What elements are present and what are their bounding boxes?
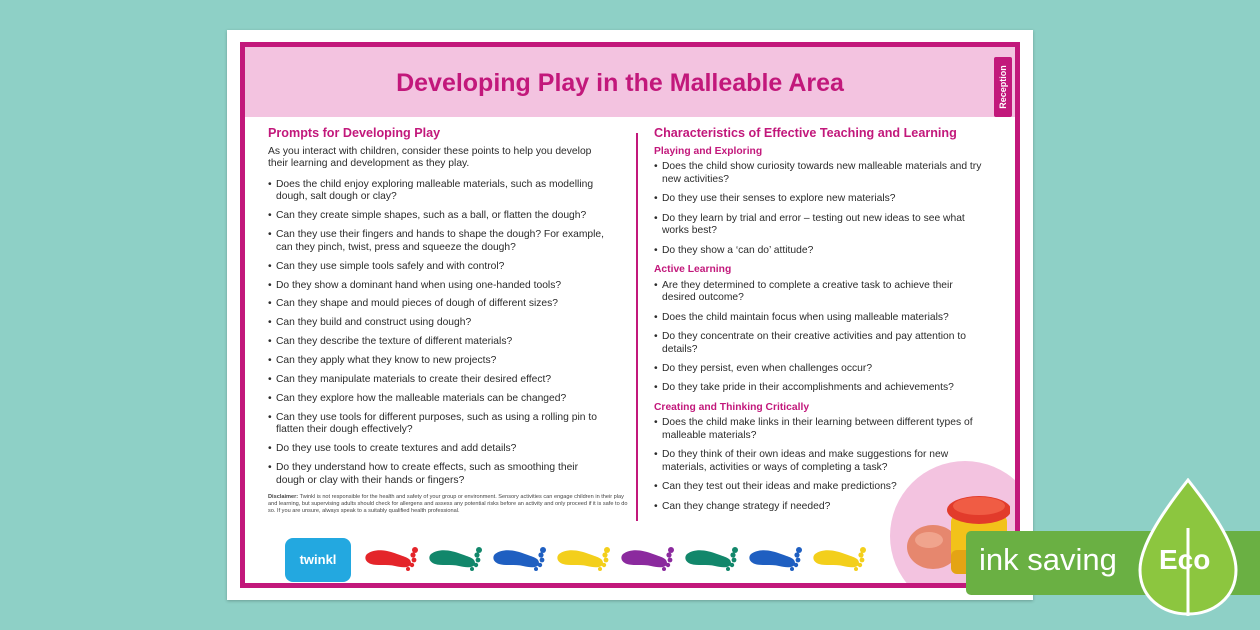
characteristic-item: • Do they learn by trial and error – testing out new ideas to see what works best? [654,213,989,238]
footprint-icon [493,547,546,571]
prompt-item: • Can they explore how the malleable materials can be changed? [268,393,608,406]
characteristic-item: • Do they concentrate on their creative activities and pay attention to details? [654,331,989,356]
page-title: Developing Play in the Malleable Area [396,69,844,97]
prompt-item: • Can they describe the texture of different materials? [268,336,608,349]
characteristic-item: • Do they use their senses to explore new materials? [654,193,989,206]
logo-text: twinkl [299,552,337,567]
characteristic-item: • Do they persist, even when challenges occur? [654,363,989,376]
disclaimer-text: Twinkl is not responsible for the health and safety of your group or environment. Sensory activities can engage children in their play and learning, but supervising adults should check for allergens and assess any potential risks before an activity and only proceed if it is safe to do so. If you are unsure, always speak to a suitably qualified health professional. [268,493,628,514]
twinkl-logo [285,538,351,582]
prompts-intro: As you interact with children, consider these points to help you develop their learning and development as they play. [268,145,592,170]
section-title: Active Learning [654,263,732,275]
column-divider [636,133,638,521]
prompt-item: • Can they manipulate materials to create their desired effect? [268,374,608,387]
prompt-item: • Do they show a dominant hand when using one-handed tools? [268,280,608,293]
section-list [654,161,989,257]
prompts-list [268,179,608,488]
characteristic-item: • Do they show a ‘can do’ attitude? [654,245,989,258]
prompt-item: • Can they use their fingers and hands to shape the dough? For example, can they pinch, twist, press and squeeze the dough? [268,229,608,254]
disclaimer-label: Disclaimer: [268,493,299,500]
section-list [654,280,989,395]
reception-tab [994,57,1012,117]
prompt-item: • Do they use tools to create textures and add details? [268,443,608,456]
footprint-icon [557,547,610,571]
footprint-icon [685,547,738,571]
footprints-row [365,544,885,574]
section-title: Creating and Thinking Critically [654,401,810,413]
header-band [245,47,1015,117]
prompt-item: • Can they use simple tools safely and with control? [268,261,608,274]
characteristic-item: • Do they take pride in their accomplishments and achievements? [654,382,989,395]
characteristics-heading: Characteristics of Effective Teaching and Learning [654,126,957,140]
prompts-column [268,126,628,515]
characteristic-item: • Does the child make links in their learning between different types of malleable materials? [654,417,989,442]
characteristic-item: • Does the child maintain focus when using malleable materials? [654,312,989,325]
characteristic-item: • Does the child show curiosity towards new malleable materials and try new activities? [654,161,989,186]
footprint-icon [429,547,482,571]
disclaimer [268,494,628,515]
characteristics-sections [654,146,989,514]
characteristic-item: • Do they think of their own ideas and make suggestions for new materials, activities or ways of completing a task? [654,449,989,474]
footprint-icon [749,547,802,571]
prompt-item: • Can they create simple shapes, such as a ball, or flatten the dough? [268,210,608,223]
footprint-icon [365,547,418,571]
characteristic-item: • Are they determined to complete a creative task to achieve their desired outcome? [654,280,989,305]
footprint-icon [621,547,674,571]
poster-frame [240,42,1020,588]
tab-label: Reception [998,65,1008,109]
characteristics-column [654,127,989,520]
prompt-item: • Can they apply what they know to new projects? [268,355,608,368]
prompts-heading: Prompts for Developing Play [268,126,441,140]
ink-saving-text: ink saving [979,542,1117,577]
prompt-item: • Can they use tools for different purposes, such as using a rolling pin to flatten their dough effectively? [268,412,608,437]
prompt-item: • Do they understand how to create effects, such as smoothing their dough or clay with their hands or fingers? [268,462,608,487]
characteristic-item: • Can they change strategy if needed? [654,501,989,514]
section-title: Playing and Exploring [654,145,763,157]
prompt-item: • Does the child enjoy exploring malleable materials, such as modelling dough, salt dough or clay? [268,179,608,204]
prompt-item: • Can they build and construct using dough? [268,317,608,330]
footprint-icon [813,547,866,571]
poster-sheet [227,30,1033,600]
characteristic-item: • Can they test out their ideas and make predictions? [654,481,989,494]
eco-label: Eco [1159,544,1211,575]
prompt-item: • Can they shape and mould pieces of dough of different sizes? [268,298,608,311]
